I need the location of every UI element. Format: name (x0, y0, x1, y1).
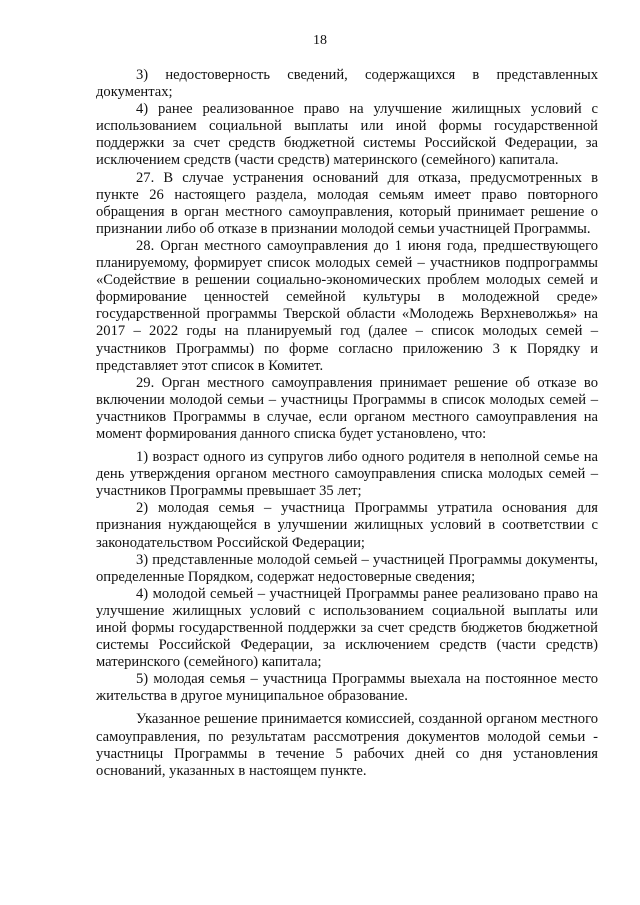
paragraph-reason-1-age: 1) возраст одного из супругов либо одного родителя в неполной семье на день утверждения органом местного самоуправления списка молодых семей – участников Программы превышает 35 лет; (96, 449, 598, 500)
document-body (96, 65, 598, 780)
paragraph-reason-5-relocation: 5) молодая семья – участница Программы выехала на постоянное место жительства в другое муниципальное образование. (96, 671, 598, 705)
paragraph-reason-4-right-used: 4) молодой семьей – участницей Программы ранее реализовано право на улучшение жилищных условий с использованием социальной выплаты или иной формы государственной поддержки за счет средств бюджетов бюджетной системы Российской Федерации, за исключением средств (части средств) материнского (семейного) капитала; (96, 585, 598, 671)
paragraph-item-3-unreliable-info: 3) недостоверность сведений, содержащихся в представленных документах; (96, 67, 598, 101)
page-number: 18 (313, 33, 327, 48)
paragraph-reason-3-false-documents: 3) представленные молодой семьей – участницей Программы документы, определенные Порядком, содержат недостоверные сведения; (96, 551, 598, 585)
paragraph-reason-2-lost-grounds: 2) молодая семья – участница Программы утратила основания для признания нуждающейся в улучшении жилищных условий в соответствии с законодательством Российской Федерации; (96, 500, 598, 551)
paragraph-clause-29: 29. Орган местного самоуправления принимает решение об отказе во включении молодой семьи – участницы Программы в список молодых семей – участников Программы в случае, если органом местного самоуправления на момент формирования данного списка будет установлено, что: (96, 374, 598, 442)
paragraph-item-4-previous-right: 4) ранее реализованное право на улучшение жилищных условий с использованием социальной выплаты или иной формы государственной поддержки за счет средств бюджетной системы Российской Федерации, за исключением средств (части средств) материнского (семейного) капитала. (96, 101, 598, 169)
paragraph-clause-28: 28. Орган местного самоуправления до 1 июня года, предшествующего планируемому, формирует список молодых семей – участников подпрограммы «Содействие в решении социально-экономических проблем молодых семей и формирование ценностей семейной культуры в молодежной среде» государственной программы Тверской области «Молодежь Верхневолжья» на 2017 – 2022 годы на планируемый год (далее – список молодых семей – участников Программы) по форме согласно приложению 3 к Порядку и представляет этот список в Комитет. (96, 237, 598, 374)
paragraph-clause-27: 27. В случае устранения оснований для отказа, предусмотренных в пункте 26 настоящего раздела, молодая семьям имеет право повторного обращения в орган местного самоуправления, который принимает решение о признании либо об отказе в признании молодой семьи участницей Программы. (96, 169, 598, 237)
paragraph-decision-commission: Указанное решение принимается комиссией, созданной органом местного самоуправления, по результатам рассмотрения документов молодой семьи - участницы Программы в течение 5 рабочих дней со дня установления оснований, указанных в настоящем пункте. (96, 711, 598, 779)
